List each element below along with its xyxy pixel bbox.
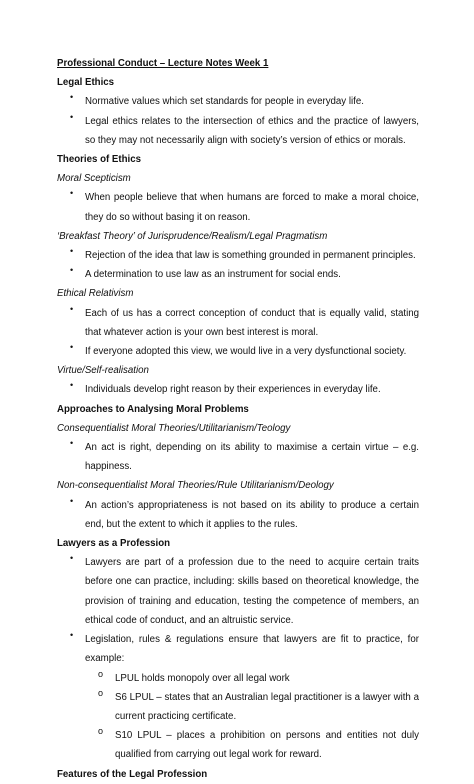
list-item <box>57 496 419 534</box>
bullet-icon: • <box>70 303 74 314</box>
list-item-text: Legislation, rules & regulations ensure that lawyers are fit to practice, for example: <box>85 634 419 665</box>
bullet-icon: • <box>70 553 74 564</box>
list-item <box>57 112 419 150</box>
list-item-text: Rejection of the idea that law is something grounded in permanent principles. <box>85 250 416 262</box>
sub-list-item-text: S10 LPUL – places a prohibition on persons and entities not duly qualified from carrying out legal work for reward. <box>115 730 419 761</box>
document-content <box>57 54 419 784</box>
list-item-text: A determination to use law as an instrument for social ends. <box>85 269 341 281</box>
section-heading-legal-ethics: Legal Ethics <box>57 77 115 89</box>
sub-list-item <box>85 726 419 764</box>
list-item <box>57 342 419 361</box>
bullet-icon: • <box>70 188 74 199</box>
list-item-text: Individuals develop right reason by their experiences in everyday life. <box>85 384 381 396</box>
hollow-bullet-icon: o <box>98 726 104 737</box>
list-item <box>57 380 419 399</box>
list-item-text: An action’s appropriateness is not based on its ability to produce a certain end, but the extent to which it applies to the rules. <box>85 499 419 530</box>
bullet-icon: • <box>70 380 74 391</box>
sub-list <box>57 669 419 765</box>
subheading-non-consequentialist: Non-consequentialist Moral Theories/Rule Utilitarianism/Deology <box>57 480 334 492</box>
bullet-icon: • <box>70 246 74 257</box>
bullet-icon: • <box>70 111 74 122</box>
sub-list-item-text: LPUL holds monopoly over all legal work <box>115 672 290 684</box>
list-item <box>57 553 419 630</box>
section-heading-theories-of-ethics: Theories of Ethics <box>57 154 141 166</box>
section-heading-approaches: Approaches to Analysing Moral Problems <box>57 403 249 415</box>
subheading-breakfast-theory: ‘Breakfast Theory’ of Jurisprudence/Realism/Legal Pragmatism <box>57 230 328 242</box>
list-item <box>57 188 419 226</box>
section-heading-features: Features of the Legal Profession <box>57 768 208 780</box>
list-item-text: Each of us has a correct conception of conduct that is equally valid, stating that whatever action is your own best interest is moral. <box>85 307 419 338</box>
list-item <box>57 92 419 111</box>
subheading-ethical-relativism: Ethical Relativism <box>57 288 134 300</box>
bullet-icon: • <box>70 438 74 449</box>
bullet-icon: • <box>70 265 74 276</box>
subheading-consequentialist: Consequentialist Moral Theories/Utilitarianism/Teology <box>57 422 291 434</box>
list-item-text: When people believe that when humans are forced to make a moral choice, they do so without basing it on reason. <box>85 192 419 223</box>
list-item <box>57 630 419 668</box>
sub-list-item <box>85 669 419 688</box>
bullet-icon: • <box>70 92 74 103</box>
list-item <box>57 265 419 284</box>
list-item-text: Normative values which set standards for people in everyday life. <box>85 96 364 108</box>
section-heading-lawyers: Lawyers as a Profession <box>57 538 171 550</box>
bullet-icon: • <box>70 630 74 641</box>
list-item <box>57 438 419 476</box>
list-item-text: Legal ethics relates to the intersection of ethics and the practice of lawyers, so they may not necessarily align with society’s version of ethics or morals. <box>85 115 419 146</box>
document-title: Professional Conduct – Lecture Notes Week 1 <box>57 58 269 69</box>
list-item-text: An act is right, depending on its ability to maximise a certain virtue – e.g. happiness. <box>85 442 419 473</box>
bullet-icon: • <box>70 495 74 506</box>
list-item <box>57 246 419 265</box>
subheading-virtue: Virtue/Self-realisation <box>57 365 149 377</box>
subheading-moral-scepticism: Moral Scepticism <box>57 173 131 185</box>
sub-list-item <box>85 688 419 726</box>
hollow-bullet-icon: o <box>98 687 104 698</box>
bullet-icon: • <box>70 342 74 353</box>
list-item-text: Lawyers are part of a profession due to the need to acquire certain traits before one can practice, including: skills based on theoretical knowledge, the provision of training and education, testing the competence of members, an ethical code of conduct, and an altruistic service. <box>85 557 419 626</box>
hollow-bullet-icon: o <box>98 668 104 679</box>
list-item <box>57 304 419 342</box>
sub-list-item-text: S6 LPUL – states that an Australian legal practitioner is a lawyer with a current practicing certificate. <box>115 691 419 722</box>
list-item-text: If everyone adopted this view, we would live in a very dysfunctional society. <box>85 346 407 358</box>
